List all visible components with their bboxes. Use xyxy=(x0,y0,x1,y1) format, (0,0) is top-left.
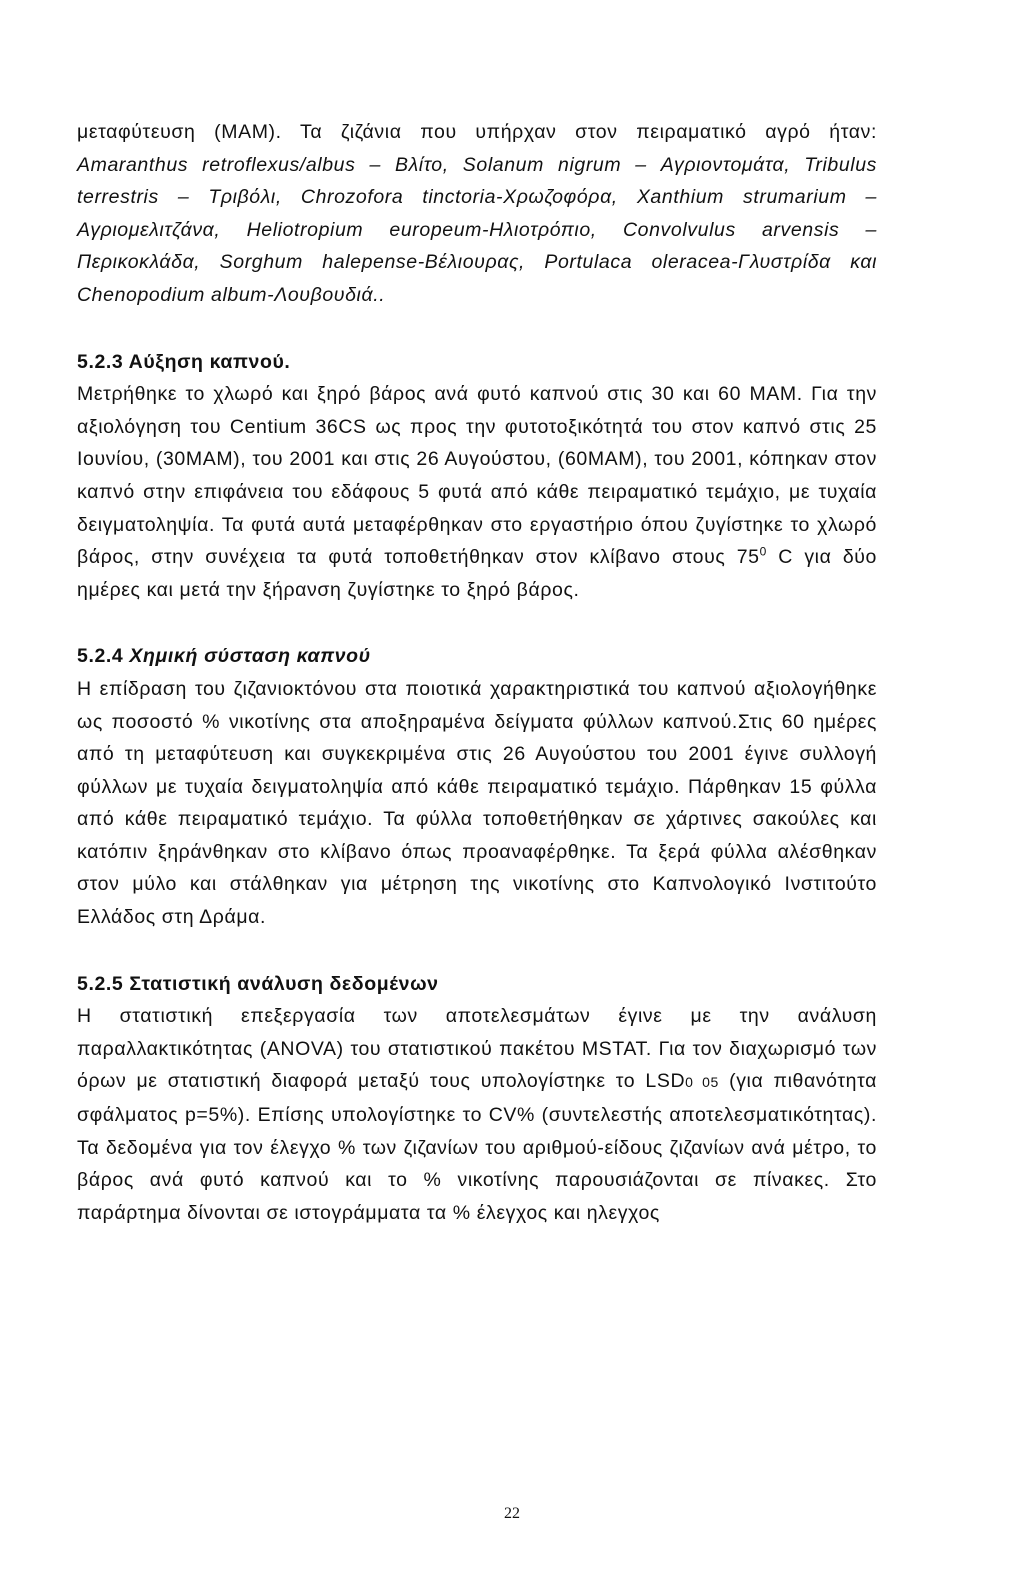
page-number: 22 xyxy=(504,1505,520,1522)
spacer xyxy=(77,606,877,640)
paragraph-growth-text: Μετρήθηκε το χλωρό και ξηρό βάρος ανά φυτό καπνού στις 30 και 60 MAM. Για την αξιολόγηση του Centium 36CS ως προς την φυτοτοξικότητά του στον καπνό στις 25 Ιουνίου, (30MAM), του 2001 και στις 26 Αυγούστου, (60MAM), του 2001, κόπηκαν στον καπνό στην επιφάνεια του εδάφους 5 φυτά από κάθε πειραματικό τεμάχιο, με τυχαία δειγματοληψία. Τα φυτά αυτά μεταφέρθηκαν στο εργαστήριο όπου ζυγίστηκε το χλωρό βάρος, στην συνέχεια τα φυτά τοποθετήθηκαν στον κλίβανο στους 75 xyxy=(77,383,877,569)
document-page xyxy=(77,116,877,1229)
paragraph-weeds xyxy=(77,116,877,312)
section-title: Χημική σύσταση καπνού xyxy=(129,645,371,668)
section-number: 5.2.4 xyxy=(77,645,124,668)
spacer xyxy=(77,312,877,346)
paragraph-weeds-intro: μεταφύτευση (MAM). Τα ζιζάνια που υπήρχαν στον πειραματικό αγρό ήταν: xyxy=(77,121,877,143)
section-heading-5-2-3 xyxy=(77,346,877,379)
spacer xyxy=(77,934,877,968)
section-heading-5-2-4 xyxy=(77,640,877,673)
section-number: 5.2.5 xyxy=(77,972,124,995)
section-number: 5.2.3 xyxy=(77,350,124,373)
section-heading-5-2-5 xyxy=(77,968,877,1001)
paragraph-weeds-species: Amaranthus retroflexus/albus – Βλίτο, Solanum nigrum – Αγριοντομάτα, Tribulus terrestris – Τριβόλι, Chrozofora tinctoria-Χρωζοφόρα, Xanthium strumarium –Αγριομελιτζάνα, Heliotropium europeum-Ηλιοτρόπιο, Convolvulus arvensis – Περικοκλάδα, Sorghum halepense-Βέλιουρας, Portulaca oleracea-Γλυστρίδα και Chenopodium album-Λουβουδιά.. xyxy=(77,153,877,306)
section-title: Στατιστική ανάλυση δεδομένων xyxy=(129,972,439,995)
paragraph-statistics xyxy=(77,1000,877,1229)
paragraph-growth-text-end: C για δύο ημέρες και μετά την ξήρανση ζυγίστηκε το ξηρό βάρος. xyxy=(77,546,878,601)
paragraph-chemistry: Η επίδραση του ζιζανιοκτόνου στα ποιοτικά χαρακτηριστικά του καπνού αξιολογήθηκε ως ποσοστό % νικοτίνης στα αποξηραμένα δείγματα φύλλων καπνού.Στις 60 ημέρες από τη μεταφύτευση και συγκεκριμένα στις 26 Αυγούστου του 2001 έγινε συλλογή φύλλων με τυχαία δειγματοληψία από κάθε πειραματικό τεμάχιο. Πάρθηκαν 15 φύλλα από κάθε πειραματικό τεμάχιο. Τα φύλλα τοποθετήθηκαν σε χάρτινες σακούλες και κατόπιν ξηράνθηκαν στο κλίβανο όπως προαναφέρθηκε. Τα ξερά φύλλα αλέσθηκαν στον μύλο και στάλθηκαν για μέτρηση της νικοτίνης στο Καπνολογικό Ινστιτούτο Ελλάδος στη Δράμα. xyxy=(77,677,877,929)
superscript-degree: 0 xyxy=(759,544,767,559)
paragraph-statistics-text: Η στατιστική επεξεργασία των αποτελεσμάτων έγινε με την ανάλυση παραλλακτικότητας (ANOVA) του στατιστικού πακέτου MSTAT. Για τον διαχωρισμό των όρων με στατιστική διαφορά μεταξύ τους υπολογίστηκε το LSD xyxy=(77,1005,877,1093)
subscript-lsd: 0 05 xyxy=(685,1074,719,1091)
paragraph-statistics-text-end: (για πιθανότητα σφάλματος p=5%). Επίσης υπολογίστηκε το CV% (συντελεστής αποτελεσματικότητας). Τα δεδομένα για τον έλεγχο % των ζιζανίων του αριθμού-είδους ζιζανίων ανά μέτρο, το βάρος ανά φυτό καπνού και το % νικοτίνης παρουσιάζονται σε πίνακες. Στο παράρτημα δίνονται σε ιστογράμματα τα % έλεγχος και ηλεγχος xyxy=(77,1070,877,1224)
paragraph-growth xyxy=(77,378,877,606)
section-title: Αύξηση καπνού. xyxy=(128,350,291,373)
